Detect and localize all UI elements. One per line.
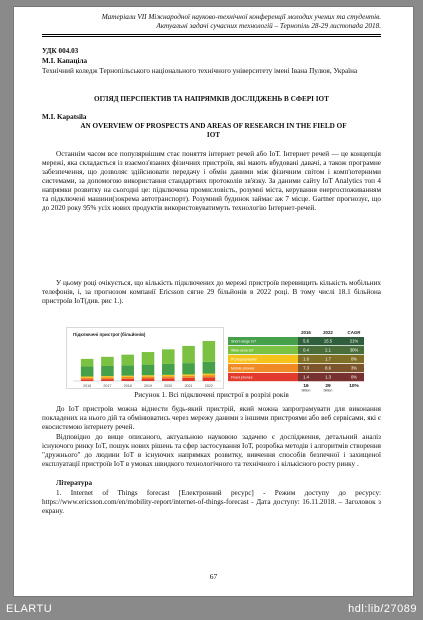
stacked-bar-chart (66, 327, 224, 389)
page-number: 67 (209, 572, 218, 581)
x-tick-label: 2017 (103, 384, 112, 388)
bar-segment-2020-0 (162, 378, 175, 381)
bar-segment-2019-1 (142, 377, 155, 379)
table-cell-value: 3% (350, 365, 358, 371)
bar-segment-2019-3 (142, 365, 155, 376)
table-cell-value: 5.6 (303, 338, 309, 344)
table-cell-value: 0.4 (303, 347, 309, 353)
title-ua: ОГЛЯД ПЕРСПЕКТИВ ТА НАПРЯМКІВ ДОСЛІДЖЕНЬ В СФЕРІ IOT (94, 95, 329, 103)
conference-header (42, 13, 381, 31)
table-rows (228, 337, 364, 381)
bar-segment-2017-3 (101, 366, 114, 376)
bar-segment-2021-0 (182, 378, 195, 381)
table-header-cell: 2022 (323, 330, 333, 335)
bar-segment-2018-1 (121, 377, 134, 379)
table-cell-value: 2.1 (325, 347, 331, 353)
bar-segment-2020-2 (162, 375, 175, 376)
bar-segment-2019-4 (142, 352, 155, 365)
bar-segment-2017-2 (101, 376, 114, 377)
bar-segment-2019-2 (142, 375, 155, 376)
forecast-table-svg (226, 327, 366, 393)
bar-segment-2021-3 (182, 363, 195, 374)
table-cell-value: 0% (350, 374, 358, 380)
bar-segment-2022-1 (203, 375, 216, 377)
author-en: M.I. Kapatsila (42, 113, 87, 121)
bar-segment-2020-3 (162, 364, 175, 375)
x-tick-label: 2020 (164, 384, 173, 388)
bar-segment-2017-4 (101, 357, 114, 366)
table-cell-value: 1.4 (303, 374, 309, 380)
forecast-table (226, 327, 366, 393)
table-total-value: 16 (303, 384, 309, 389)
table-header (301, 330, 361, 335)
bar-segment-2018-2 (121, 376, 134, 377)
paragraph-4: Відповідно до вище описаного, актуальною науковою задачею є дослідження, детальний аналіз існуючого ринку IoT, пошук нових рішень та сфер застосування IoT, розробка методів і алгоритмів створення "дружнього" до людини IoT в існуючих напрямках розвитку, вивчення способів безпечної і захищеної експлуатації пристроїв IoT в умовах швидкого технологічного та технічного і кількісного росту ринку . (42, 433, 381, 468)
author-ua: М.І. Капаціла (42, 57, 88, 65)
bar-segment-2022-0 (203, 377, 216, 381)
x-tick-group (83, 384, 213, 388)
header-rule (42, 34, 381, 35)
bar-segment-2021-1 (182, 376, 195, 378)
paper-page (13, 6, 414, 597)
bar-segment-2021-4 (182, 346, 195, 363)
paragraph-2: У цьому році очікується, що кількість підключених до мережі пристроїв перевищить кількість мобільних телефонів, і, за прогнозом компанії Ericsson сягне 29 більйонів в 2022 році. В тому числі 18.1 більйона пристроїв IoT(див. рис 1.). (42, 279, 381, 305)
table-cell-value: 0% (350, 356, 358, 362)
table-cell-value: 1.6 (303, 356, 309, 362)
bar-segment-2016-3 (81, 367, 94, 377)
table-row-label: Wide-area IoT (231, 348, 254, 353)
x-tick-label: 2018 (123, 384, 132, 388)
bar-segment-2018-0 (121, 379, 134, 381)
bar-group (81, 341, 215, 381)
table-total-value: 10% (349, 384, 359, 389)
paragraph-1: Останнім часом все популярнішим стає поняття інтернет речей або IoT. Інтернет речей — це концепція мережі, яка складається із взаємоз'язаних фізичних пристроїв, які мають вбудовані давачі, а також програмне забезпечення, що дозволяє здійснювати передачу і обмін даними між фізичним світом і комп'ютерними системами, за допомогою використання стандартних протоколів зв'язку. За даними сайту IoT Analytics топ 4 напрямки розвитку на сьогодні це: підключена промисловість, розумні міста, керування енергоспоживанням та підключені машини(зокрема автотранспорт). Розумний будинок займає аж 7 місце. Gartner прогнозує, що до 2020 року 95% усіх нових продуктів використовуватимуть технологію Інтернет-речей. (42, 150, 381, 212)
udk-code: УДК 004.03 (42, 47, 79, 55)
bar-segment-2020-1 (162, 376, 175, 378)
table-total-value: 29 (325, 384, 331, 389)
chart-svg (67, 328, 225, 390)
table-total-unit: billion (323, 388, 333, 393)
bar-segment-2017-0 (101, 379, 114, 381)
header-rule-2 (42, 36, 381, 37)
footer-repository-name: ELARTU (6, 603, 53, 615)
literature-heading: Література (56, 479, 93, 487)
affiliation: Технічний коледж Тернопільського національного технічного університету імені Івана Пулюя, Україна (42, 67, 358, 75)
bar-segment-2016-2 (81, 376, 94, 377)
figure-1 (66, 327, 366, 393)
bar-segment-2018-4 (121, 355, 134, 366)
footer-handle: hdl:lib/27089 (348, 603, 417, 615)
title-en: AN OVERVIEW OF PROSPECTS AND AREAS OF RESEARCH IN THE FIELD OF IOT (80, 122, 347, 139)
table-cell-value: 15.5 (323, 338, 333, 344)
chart-title: Підключені пристрої (більйонів) (73, 332, 146, 337)
paragraph-3: До IoT пристроїв можна віднести будь-який пристрій, який можна запрограмувати для виконання покладених на нього дій та обмінюватись через мережу даними з іншими пристроями або веб сервісами, які є екосистемою інтернету речей. (42, 405, 381, 431)
bar-segment-2022-3 (203, 362, 216, 374)
bar-segment-2016-0 (81, 379, 94, 381)
table-row-label: Short-range IoT (231, 339, 257, 344)
table-total-unit: billion (301, 388, 311, 393)
x-tick-label: 2019 (144, 384, 152, 388)
table-header-cell: CAGR (347, 330, 361, 335)
figure-caption: Рисунок 1. Всі підключені пристрої в розрізі років (134, 391, 289, 399)
bar-segment-2022-4 (203, 341, 216, 362)
table-cell-value: 1.3 (325, 374, 331, 380)
table-cell-value: 7.3 (303, 365, 309, 371)
x-tick-label: 2022 (204, 384, 213, 388)
table-cell-value: 1.7 (325, 356, 331, 362)
reference-1: 1. Internet of Things forecast [Електронний ресурс] - Режим доступу до ресурсу: https://www.ericsson.com/en/mobility-report/internet-of-things-forecast - Дата доступу: 16.11.2018. – Заголовок з екрану. (42, 489, 381, 515)
header-line-2: Актуальні задачі сучасних технологій – Тернопіль 28-29 листопада 2018. (156, 22, 381, 30)
bar-segment-2022-2 (203, 374, 216, 376)
table-row-label: PC/laptop/tablet (231, 357, 257, 362)
table-cell-value: 8.6 (325, 365, 331, 371)
bar-segment-2020-4 (162, 349, 175, 364)
bar-segment-2016-1 (81, 378, 94, 380)
table-cell-value: 21% (349, 338, 359, 344)
x-tick-label: 2021 (184, 384, 193, 388)
bar-segment-2019-0 (142, 379, 155, 381)
bar-segment-2018-3 (121, 365, 134, 375)
bar-segment-2017-1 (101, 377, 114, 379)
table-cell-value: 30% (349, 347, 359, 353)
bar-segment-2021-2 (182, 374, 195, 375)
bar-segment-2016-4 (81, 359, 94, 367)
x-tick-label: 2016 (83, 384, 92, 388)
table-row-label: Mobile phones (231, 366, 255, 371)
table-header-cell: 2016 (301, 330, 311, 335)
header-line-1: Матеріали VII Міжнародної науково-технічної конференції молодих учених та студентів. (101, 13, 381, 21)
table-row-label: Fixed phones (231, 375, 253, 380)
